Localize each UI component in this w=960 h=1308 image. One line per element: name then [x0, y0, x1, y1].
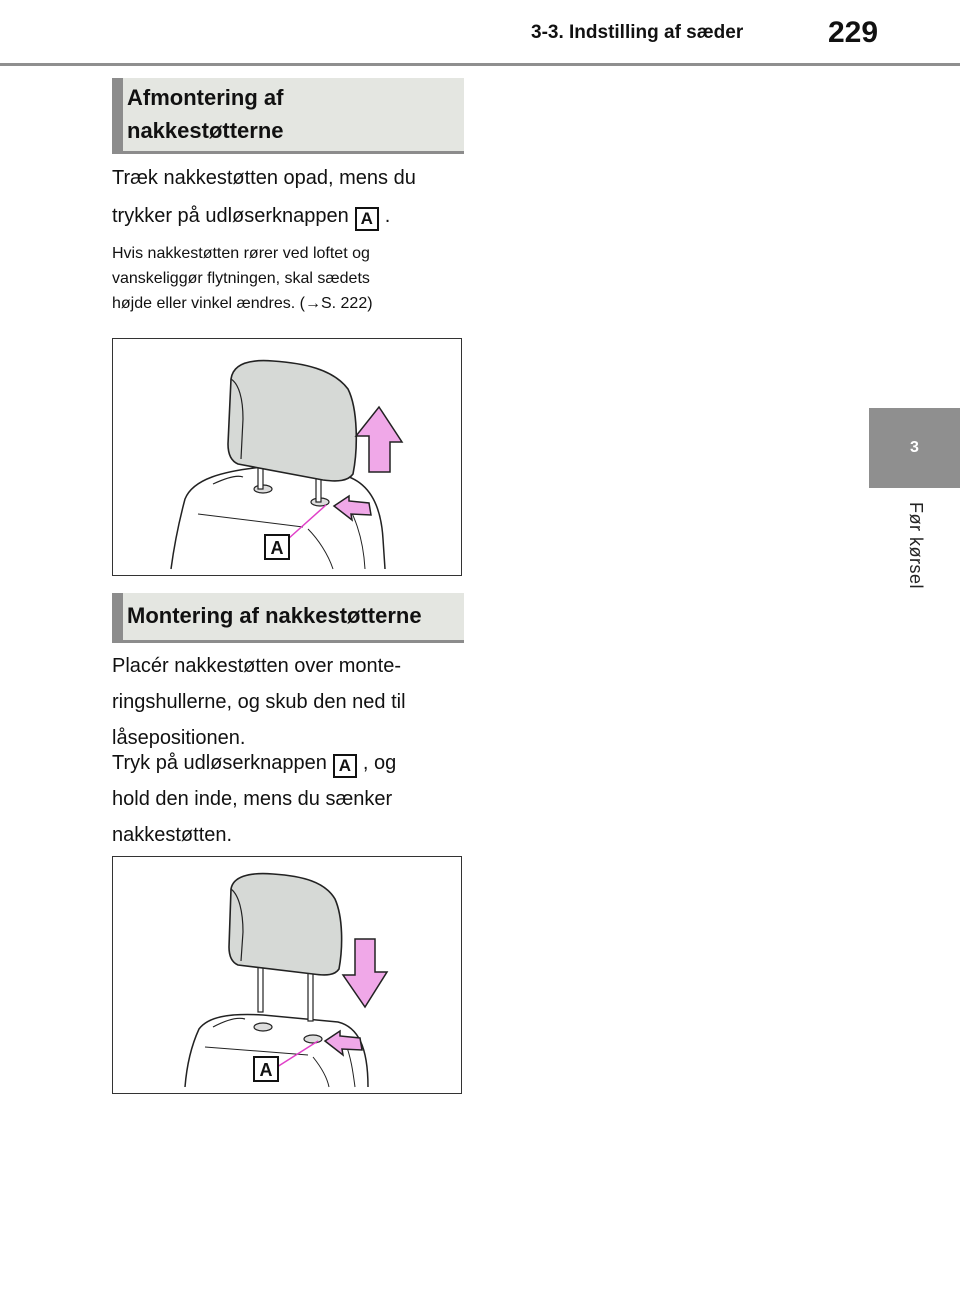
removal-instruction	[112, 160, 482, 234]
header-rule	[0, 63, 960, 66]
headrest-illustration	[113, 857, 460, 1092]
section-heading-installation	[112, 593, 464, 643]
arrow-down-icon	[343, 939, 387, 1007]
text-fragment: trykker på udløserknappen	[112, 205, 349, 227]
text-fragment: , og	[362, 752, 397, 774]
figure-install-headrest	[112, 856, 462, 1094]
text-line	[112, 198, 482, 234]
headrest	[228, 361, 356, 481]
arrow-up-icon	[356, 407, 402, 472]
arrow-icon: →	[304, 295, 321, 312]
figure-label-a: A	[259, 1060, 273, 1080]
heading-line: nakkestøtterne	[127, 117, 284, 143]
text-fragment: .	[384, 205, 391, 227]
note-line: Hvis nakkestøtten rører ved loftet og	[112, 245, 370, 262]
text-fragment: Tryk på udløserknappen	[112, 752, 327, 774]
page-ref-link[interactable]: S. 222)	[320, 295, 373, 312]
text-line: ringshullerne, og skub den ned til	[112, 691, 406, 713]
chapter-tab-number: 3	[869, 408, 960, 488]
text-line: låsepositionen.	[112, 727, 246, 749]
note-fragment: højde eller vinkel ændres. (	[112, 295, 305, 312]
installation-step-2	[112, 745, 482, 853]
text-line: Træk nakkestøtten opad, mens du	[112, 167, 416, 189]
headrest	[229, 874, 342, 975]
button-reference-a: A	[333, 754, 357, 778]
figure-label-a: A	[270, 538, 284, 558]
chapter-tab-label: Før kørsel	[906, 502, 926, 589]
note-line	[112, 291, 472, 316]
text-line	[112, 745, 482, 781]
figure-remove-headrest	[112, 338, 462, 576]
text-line: hold den inde, mens du sænker	[112, 788, 393, 810]
installation-step-1	[112, 648, 482, 756]
chapter-tab-label-wrap	[869, 488, 960, 628]
section-heading-removal	[112, 78, 464, 154]
running-header-title: 3-3. Indstilling af sæder	[531, 22, 744, 43]
heading-line: Montering af nakkestøtterne	[127, 603, 422, 628]
note-line: vanskeliggør flytningen, skal sædets	[112, 270, 370, 287]
headrest-illustration	[113, 339, 460, 574]
removal-note	[112, 241, 472, 316]
heading-line: Afmontering af	[127, 85, 284, 110]
page-number: 229	[828, 16, 879, 49]
text-line: nakkestøtten.	[112, 824, 233, 846]
button-reference-a: A	[355, 207, 379, 231]
text-line: Placér nakkestøtten over monte-	[112, 655, 402, 677]
